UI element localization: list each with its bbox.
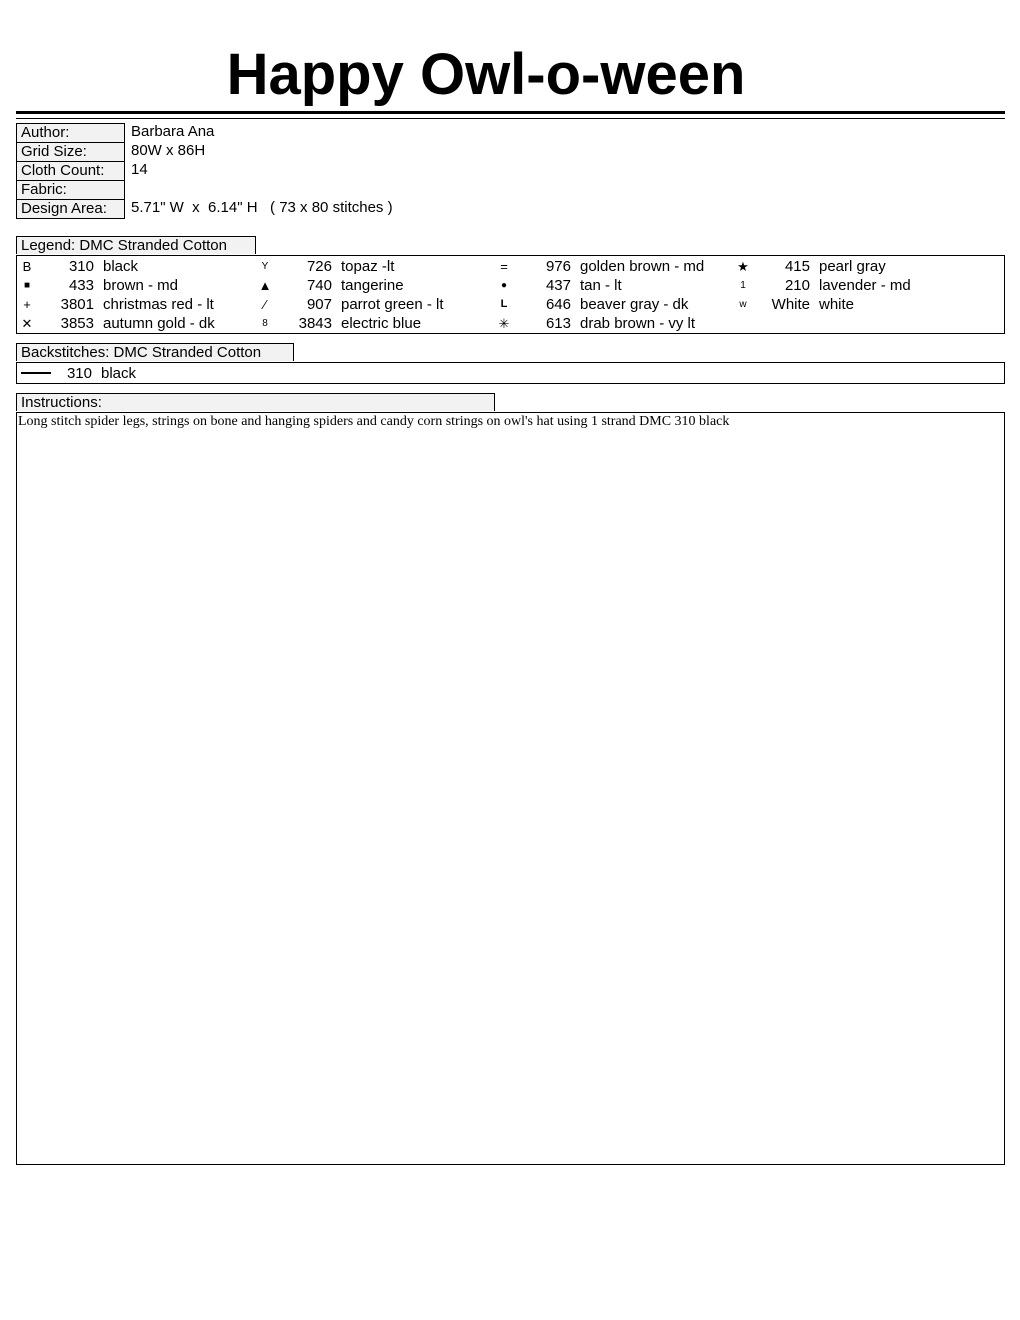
digit-one-icon: 1 bbox=[740, 280, 746, 291]
legend-number: 433 bbox=[68, 277, 94, 294]
legend-number: White bbox=[771, 296, 810, 313]
slash-icon: ⁄ bbox=[263, 297, 267, 312]
cross-icon: ✕ bbox=[21, 316, 33, 331]
equals-icon: = bbox=[500, 259, 508, 274]
instructions-header: Instructions: bbox=[16, 393, 495, 411]
filled-circle-icon: ● bbox=[500, 280, 508, 291]
legend-name: black bbox=[103, 258, 139, 275]
asterisk-icon: ✳ bbox=[498, 316, 510, 331]
info-label: Fabric: bbox=[16, 180, 125, 200]
digit-eight-icon: 8 bbox=[262, 318, 268, 329]
filled-triangle-icon: ▲ bbox=[258, 278, 272, 293]
legend-number: 613 bbox=[545, 315, 571, 332]
info-value: 14 bbox=[131, 161, 148, 178]
title-rule-thin bbox=[16, 118, 1005, 119]
title-rule-thick bbox=[16, 111, 1005, 114]
backstitch-item bbox=[17, 364, 317, 383]
legend-name: electric blue bbox=[341, 315, 422, 332]
legend-name: autumn gold - dk bbox=[103, 315, 215, 332]
legend-name: golden brown - md bbox=[580, 258, 705, 275]
legend-number: 210 bbox=[784, 277, 810, 294]
legend-name: parrot green - lt bbox=[341, 296, 444, 313]
instructions-box bbox=[16, 412, 1005, 1165]
legend-name: beaver gray - dk bbox=[580, 296, 689, 313]
legend-header: Legend: DMC Stranded Cotton bbox=[16, 236, 256, 254]
legend-number: 3843 bbox=[298, 315, 332, 332]
backstitch-number: 310 bbox=[66, 365, 92, 382]
backstitches-box bbox=[16, 362, 1005, 384]
legend-name: tangerine bbox=[341, 277, 404, 294]
legend-name: tan - lt bbox=[580, 277, 622, 294]
legend-number: 646 bbox=[545, 296, 571, 313]
filled-square-icon: ■ bbox=[23, 280, 31, 291]
info-value: 80W x 86H bbox=[131, 142, 206, 159]
backstitches-header: Backstitches: DMC Stranded Cotton bbox=[16, 343, 294, 361]
instructions-text: Long stitch spider legs, strings on bone and hanging spiders and candy corn strings on owl's hat using 1 strand DMC 310 black bbox=[18, 414, 730, 429]
legend-number: 740 bbox=[306, 277, 332, 294]
legend-box bbox=[16, 255, 1005, 334]
legend-number: 3801 bbox=[60, 296, 94, 313]
info-value: Barbara Ana bbox=[131, 123, 215, 140]
legend-number: 976 bbox=[545, 258, 571, 275]
page-title: Happy Owl-o-ween bbox=[226, 42, 746, 107]
info-label: Design Area: bbox=[16, 199, 125, 219]
letter-b-icon: B bbox=[22, 259, 32, 274]
letter-w-icon: w bbox=[739, 299, 747, 310]
legend-number: 907 bbox=[306, 296, 332, 313]
backstitch-name: black bbox=[101, 365, 137, 382]
legend-name: christmas red - lt bbox=[103, 296, 214, 313]
legend-number: 437 bbox=[545, 277, 571, 294]
letter-l-icon: L bbox=[500, 298, 508, 310]
legend-name: lavender - md bbox=[819, 277, 911, 294]
legend-name: pearl gray bbox=[819, 258, 886, 275]
plus-icon: + bbox=[23, 297, 31, 312]
info-label: Cloth Count: bbox=[16, 161, 125, 181]
legend-number: 3853 bbox=[60, 315, 94, 332]
legend-number: 310 bbox=[68, 258, 94, 275]
legend-number: 726 bbox=[306, 258, 332, 275]
legend-name: white bbox=[819, 296, 855, 313]
info-label: Author: bbox=[16, 123, 125, 143]
legend-name: drab brown - vy lt bbox=[580, 315, 696, 332]
filled-star-icon: ★ bbox=[737, 259, 749, 274]
letter-y-icon: Y bbox=[261, 261, 269, 272]
legend-number: 415 bbox=[784, 258, 810, 275]
legend-name: brown - md bbox=[103, 277, 179, 294]
info-value: 5.71" W x 6.14" H ( 73 x 80 stitches ) bbox=[131, 199, 393, 216]
info-label: Grid Size: bbox=[16, 142, 125, 162]
legend-name: topaz -lt bbox=[341, 258, 395, 275]
